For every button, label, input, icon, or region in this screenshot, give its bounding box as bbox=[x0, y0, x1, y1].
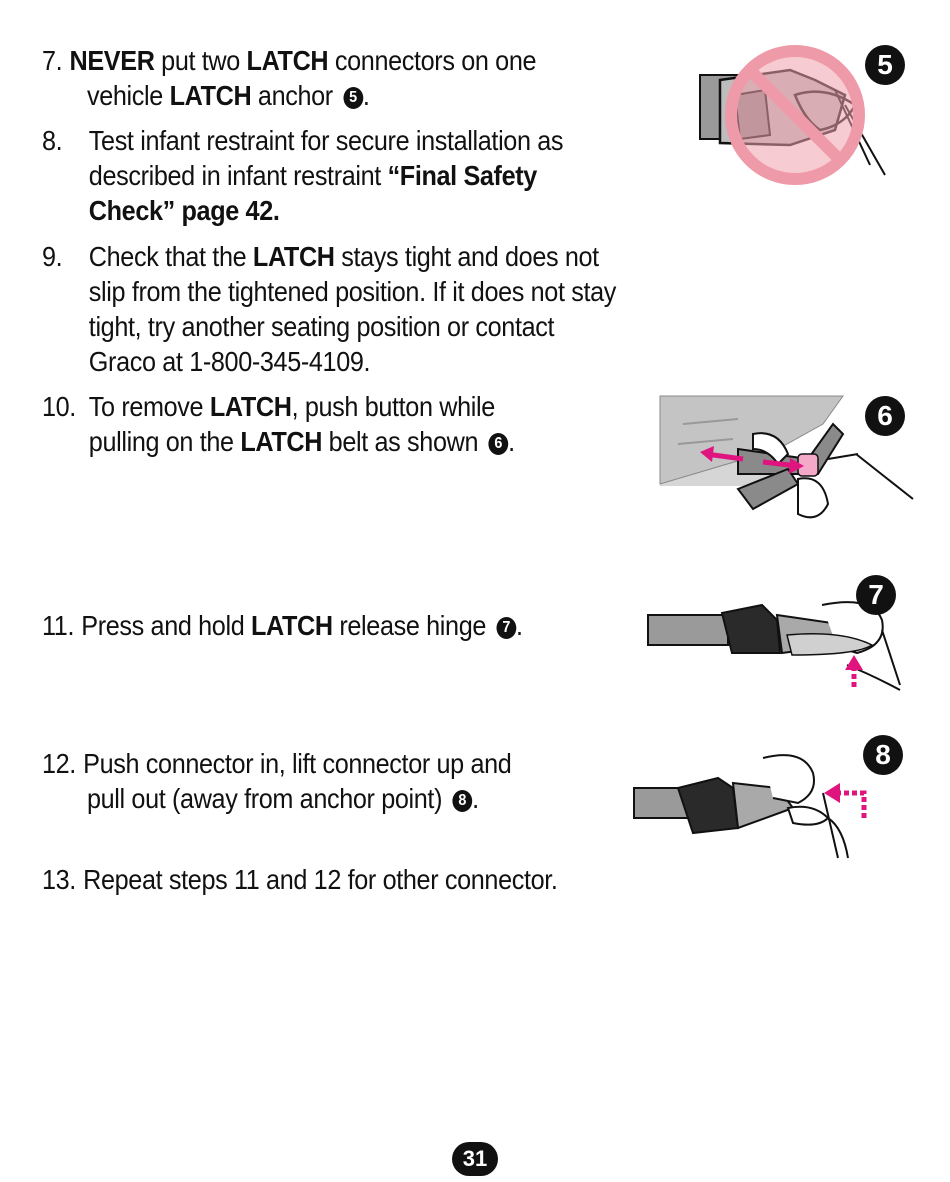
step-7 bbox=[42, 43, 536, 113]
figure-ref-icon: 5 bbox=[343, 87, 363, 109]
step-line bbox=[42, 608, 523, 643]
step-text: . bbox=[362, 80, 370, 111]
step-number: 8. bbox=[42, 125, 63, 156]
figure-7-badge: 7 bbox=[856, 575, 896, 615]
step-line bbox=[42, 862, 558, 897]
figure-ref-icon: 7 bbox=[496, 617, 516, 639]
step-line bbox=[42, 158, 563, 193]
step-text: LATCH bbox=[252, 241, 335, 272]
step-line bbox=[42, 78, 536, 113]
step-8 bbox=[42, 123, 563, 228]
figure-5-two-connectors-prohibited bbox=[695, 35, 910, 195]
step-9 bbox=[42, 239, 616, 379]
step-11 bbox=[42, 608, 523, 643]
step-text: anchor bbox=[251, 80, 340, 111]
step-number: 9. bbox=[42, 241, 63, 272]
step-line bbox=[42, 309, 616, 344]
step-text: Check that the bbox=[88, 241, 253, 272]
step-text: described in infant restraint bbox=[88, 160, 388, 191]
figure-ref-icon: 6 bbox=[488, 433, 508, 455]
step-text: LATCH bbox=[240, 426, 323, 457]
step-text: slip from the tightened position. If it does not stay bbox=[88, 276, 617, 307]
step-text: “Final Safety bbox=[387, 160, 537, 191]
step-text: . bbox=[516, 610, 523, 641]
step-text: belt as shown bbox=[322, 426, 485, 457]
page-number: 31 bbox=[452, 1142, 498, 1176]
step-number: 11. bbox=[42, 610, 75, 641]
step-line bbox=[42, 746, 511, 781]
step-line bbox=[42, 123, 563, 158]
figure-8-badge: 8 bbox=[863, 735, 903, 775]
step-line bbox=[42, 43, 536, 78]
step-text: put two bbox=[154, 45, 247, 76]
figure-5-badge: 5 bbox=[865, 45, 905, 85]
step-text: NEVER bbox=[69, 45, 155, 76]
step-text: To remove bbox=[88, 391, 210, 422]
figure-ref-icon: 8 bbox=[452, 790, 472, 812]
step-13 bbox=[42, 862, 558, 897]
step-text: . bbox=[508, 426, 515, 457]
step-text: pulling on the bbox=[88, 426, 241, 457]
step-line bbox=[42, 344, 616, 379]
step-10 bbox=[42, 389, 515, 459]
step-text: Check” page 42. bbox=[88, 195, 280, 226]
step-text: connectors on one bbox=[328, 45, 537, 76]
step-text: tight, try another seating position or contact bbox=[88, 311, 555, 342]
step-text: Graco at 1-800-345-4109. bbox=[88, 346, 371, 377]
step-number: 10. bbox=[42, 391, 76, 422]
step-line bbox=[42, 193, 563, 228]
step-text: LATCH bbox=[246, 45, 329, 76]
figure-6-remove-latch bbox=[658, 394, 918, 544]
step-line bbox=[42, 239, 616, 274]
figure-6-badge: 6 bbox=[865, 396, 905, 436]
step-text: pull out (away from anchor point) bbox=[87, 783, 449, 814]
step-line bbox=[42, 424, 515, 459]
step-text: LATCH bbox=[169, 80, 252, 111]
step-line bbox=[42, 781, 511, 816]
step-text: Repeat steps 11 and 12 for other connector. bbox=[83, 864, 558, 895]
step-number: 7. bbox=[42, 45, 63, 76]
step-text: LATCH bbox=[209, 391, 292, 422]
step-text: . bbox=[472, 783, 479, 814]
figure-7-release-hinge bbox=[642, 575, 904, 710]
step-line bbox=[42, 389, 515, 424]
step-text: LATCH bbox=[251, 610, 333, 641]
step-number: 13. bbox=[42, 864, 76, 895]
step-text: Test infant restraint for secure installation as bbox=[88, 125, 564, 156]
step-text: Push connector in, lift connector up and bbox=[83, 748, 512, 779]
step-text: stays tight and does not bbox=[334, 241, 599, 272]
step-text: , push button while bbox=[291, 391, 495, 422]
pull-out-arrow-icon bbox=[838, 793, 864, 818]
step-text: Press and hold bbox=[81, 610, 252, 641]
figure-8-pull-out-connector bbox=[628, 733, 910, 863]
step-line bbox=[42, 274, 616, 309]
step-text: release hinge bbox=[332, 610, 493, 641]
step-number: 12. bbox=[42, 748, 76, 779]
step-text: vehicle bbox=[87, 80, 170, 111]
step-12 bbox=[42, 746, 511, 816]
